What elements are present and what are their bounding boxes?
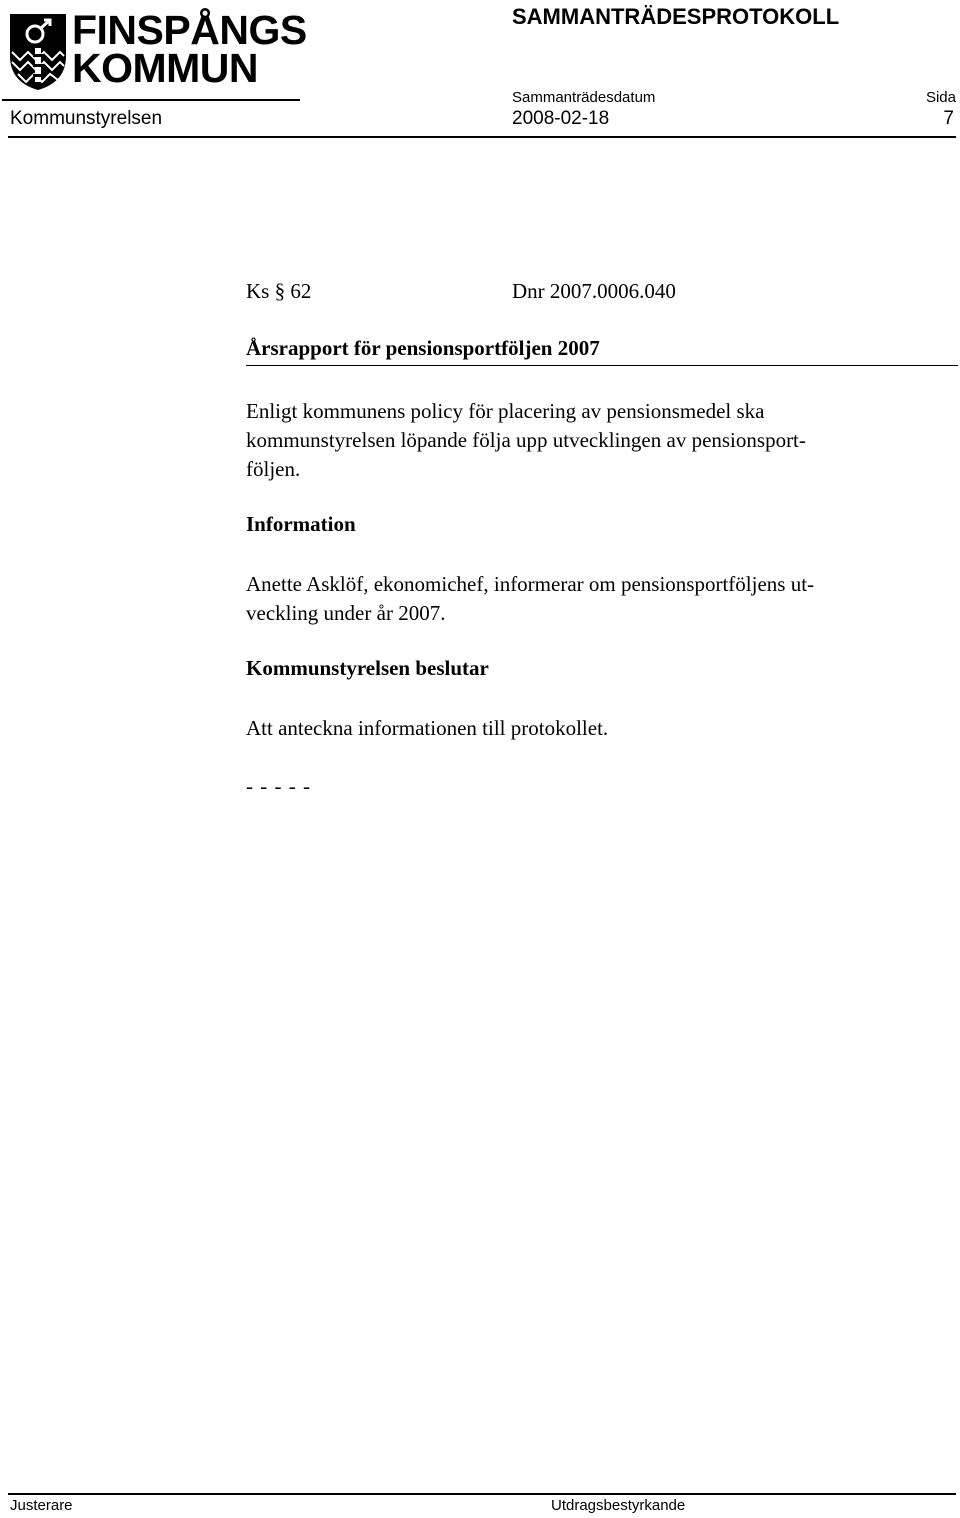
decision-text: Att anteckna informationen till protokollet. bbox=[246, 716, 609, 740]
footer-adjuster-label: Justerare bbox=[10, 1497, 73, 1514]
logo-text-line1: FINSPÅNGS bbox=[72, 7, 307, 53]
paragraph-reference bbox=[246, 277, 676, 306]
intro-line: följen. bbox=[246, 457, 301, 481]
intro-line: kommunstyrelsen löpande följa upp utvecklingen av pensionsport- bbox=[246, 428, 806, 452]
diary-number: Dnr 2007.0006.040 bbox=[512, 279, 676, 303]
decision-heading: Kommunstyrelsen beslutar bbox=[246, 656, 489, 680]
item-heading: Årsrapport för pensionsportföljen 2007 bbox=[246, 336, 600, 360]
page-number: 7 bbox=[943, 108, 954, 129]
paragraph-number: Ks § 62 bbox=[246, 279, 312, 303]
intro-line: Enligt kommunens policy för placering av pensionsmedel ska bbox=[246, 399, 765, 423]
document-title: SAMMANTRÄDESPROTOKOLL bbox=[512, 4, 840, 29]
logo-underline bbox=[2, 99, 300, 101]
section-end-marker: - - - - - bbox=[246, 774, 311, 798]
logo-text-line2: KOMMUN bbox=[72, 45, 259, 91]
department-name: Kommunstyrelsen bbox=[10, 108, 163, 129]
municipal-coat-of-arms-icon bbox=[8, 12, 68, 92]
meeting-date-value: 2008-02-18 bbox=[512, 108, 610, 129]
info-line: veckling under år 2007. bbox=[246, 601, 446, 625]
heading-divider bbox=[246, 365, 958, 366]
municipality-logo bbox=[8, 4, 308, 96]
information-heading: Information bbox=[246, 512, 356, 536]
header-divider bbox=[8, 136, 956, 138]
meeting-date-label: Sammanträdesdatum bbox=[512, 89, 656, 106]
footer-certification-label: Utdragsbestyrkande bbox=[551, 1497, 686, 1514]
intro-paragraph bbox=[246, 397, 936, 484]
information-paragraph bbox=[246, 570, 936, 628]
footer-divider bbox=[8, 1493, 956, 1495]
info-line: Anette Asklöf, ekonomichef, informerar om pensionsportföljens ut- bbox=[246, 572, 815, 596]
page-label: Sida bbox=[925, 89, 956, 106]
